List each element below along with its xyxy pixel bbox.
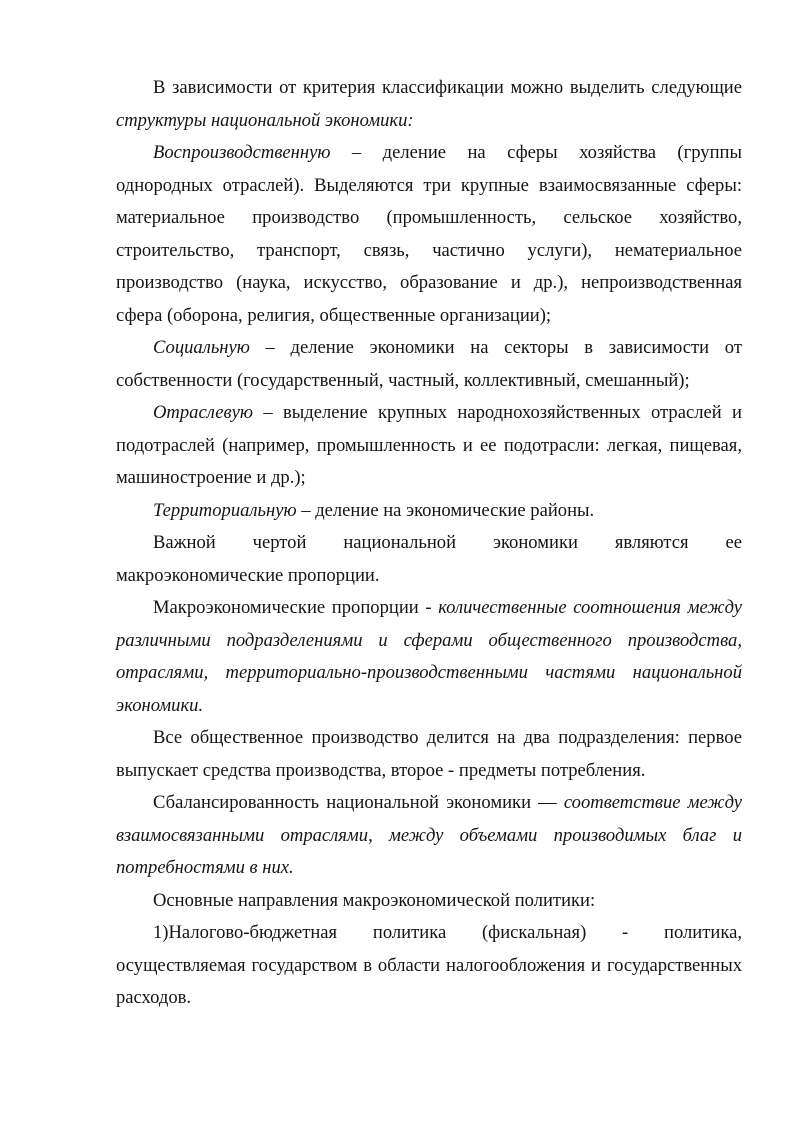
paragraph-reproductive: Воспроизводственную – деление на сферы хозяйства (группы однородных отраслей). Выделяются три крупные взаимосвязанные сферы: материальное производство (промышленность, сельское хозяйство, строительство, транспорт, связь, частично услуги), нематериальное производство (наука, искусство, образование и др.), непроизводственная сфера (оборона, религия, общественные организации); — [116, 142, 742, 326]
paragraph-sectoral: Отраслевую – выделение крупных народнохозяйственных отраслей и подотраслей (например, промышленность и ее подотрасли: легкая, пищевая, машиностроение и др.); — [116, 402, 742, 488]
paragraph-social: Социальную – деление экономики на секторы в зависимости от собственности (государственный, частный, коллективный, смешанный); — [116, 337, 742, 391]
paragraph-proportions-definition: Макроэкономические пропорции - количественные соотношения между различными подразделениями и сферами общественного производства, отраслями, территориально-производственными частями национальной экономики. — [116, 597, 742, 716]
paragraph-proportions-intro: Важной чертой национальной экономики являются ее макроэкономические пропорции. — [116, 532, 742, 586]
paragraph-two-divisions: Все общественное производство делится на два подразделения: первое выпускает средства производства, второе - предметы потребления. — [116, 727, 742, 781]
paragraph-structures-intro: В зависимости от критерия классификации можно выделить следующие структуры национальной экономики: — [116, 77, 742, 131]
paragraph-fiscal-policy: 1)Налогово-бюджетная политика (фискальная) - политика, осуществляемая государством в области налогообложения и государственных расходов. — [116, 922, 742, 1008]
paragraph-policy-directions: Основные направления макроэкономической политики: — [153, 889, 596, 911]
paragraph-balance: Сбалансированность национальной экономики — соответствие между взаимосвязанными отраслями, между объемами производимых благ и потребностями в них. — [116, 792, 743, 878]
paragraph-territorial: Территориальную – деление на экономические районы. — [153, 499, 595, 521]
